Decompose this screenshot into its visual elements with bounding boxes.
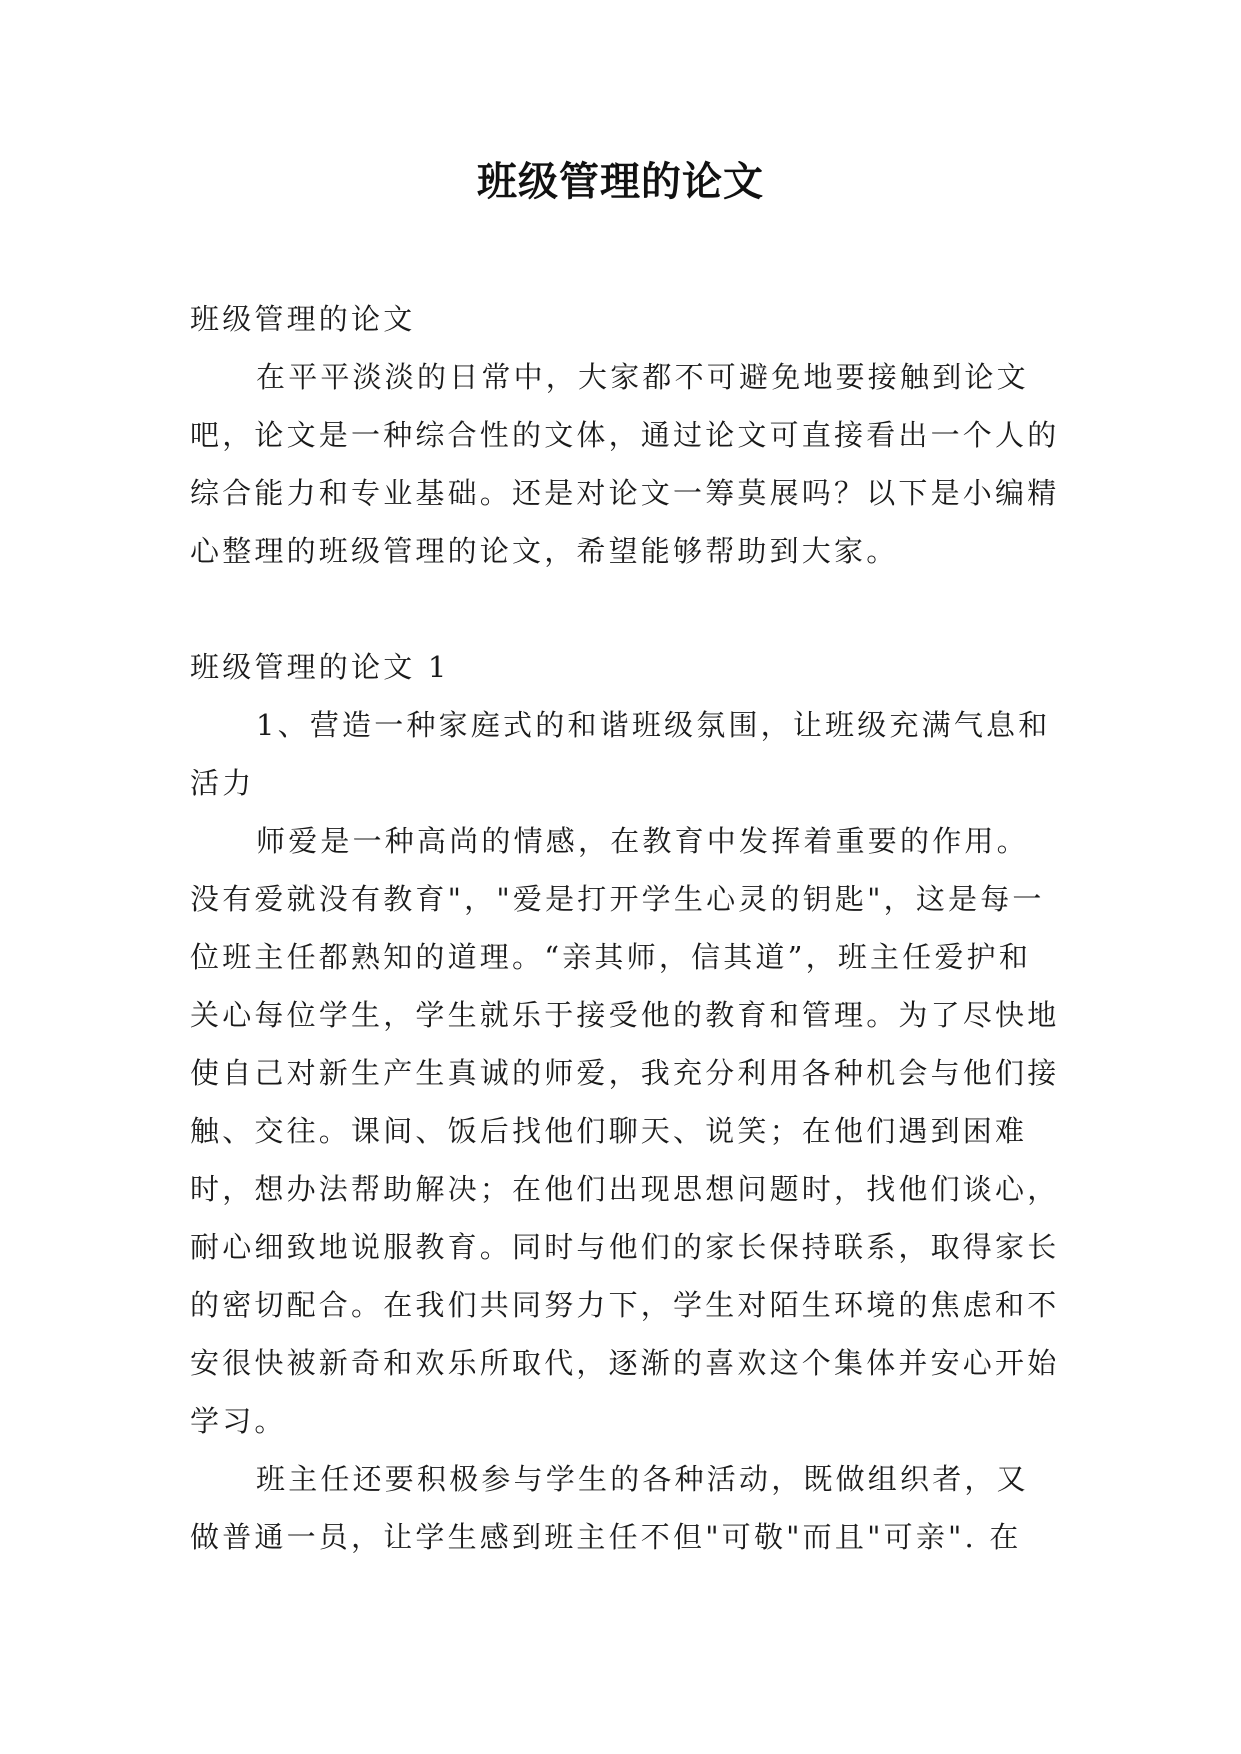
section-heading: 班级管理的论文 1 <box>190 650 450 684</box>
intro-heading: 班级管理的论文 <box>190 302 416 336</box>
document-body <box>190 290 1060 1566</box>
section-paragraph: 班主任还要积极参与学生的各种活动，既做组织者，又做普通一员，让学生感到班主任不但"可敬"而且"可亲". 在 <box>190 1462 1029 1554</box>
document-title: 班级管理的论文 <box>477 158 764 205</box>
section-paragraph: 师爱是一种高尚的情感，在教育中发挥着重要的作用。没有爱就没有教育"，"爱是打开学生心灵的钥匙"，这是每一位班主任都熟知的道理。“亲其师，信其道”，班主任爱护和关心每位学生，学生就乐于接受他的教育和管理。为了尽快地使自己对新生产生真诚的师爱，我充分利用各种机会与他们接触、交往。课间、饭后找他们聊天、说笑；在他们遇到困难时，想办法帮助解决；在他们出现思想问题时，找他们谈心，耐心细致地说服教育。同时与他们的家长保持联系，取得家长的密切配合。在我们共同努力下，学生对陌生环境的焦虑和不安很快被新奇和欢乐所取代，逐渐的喜欢这个集体并安心开始学习。 <box>190 824 1060 1438</box>
paragraph-spacer <box>190 580 1060 638</box>
intro-paragraph: 在平平淡淡的日常中，大家都不可避免地要接触到论文吧，论文是一种综合性的文体，通过论文可直接看出一个人的综合能力和专业基础。还是对论文一筹莫展吗？以下是小编精心整理的班级管理的论文，希望能够帮助到大家。 <box>190 360 1060 568</box>
section-point: 1、营造一种家庭式的和谐班级氛围，让班级充满气息和活力 <box>190 708 1051 800</box>
